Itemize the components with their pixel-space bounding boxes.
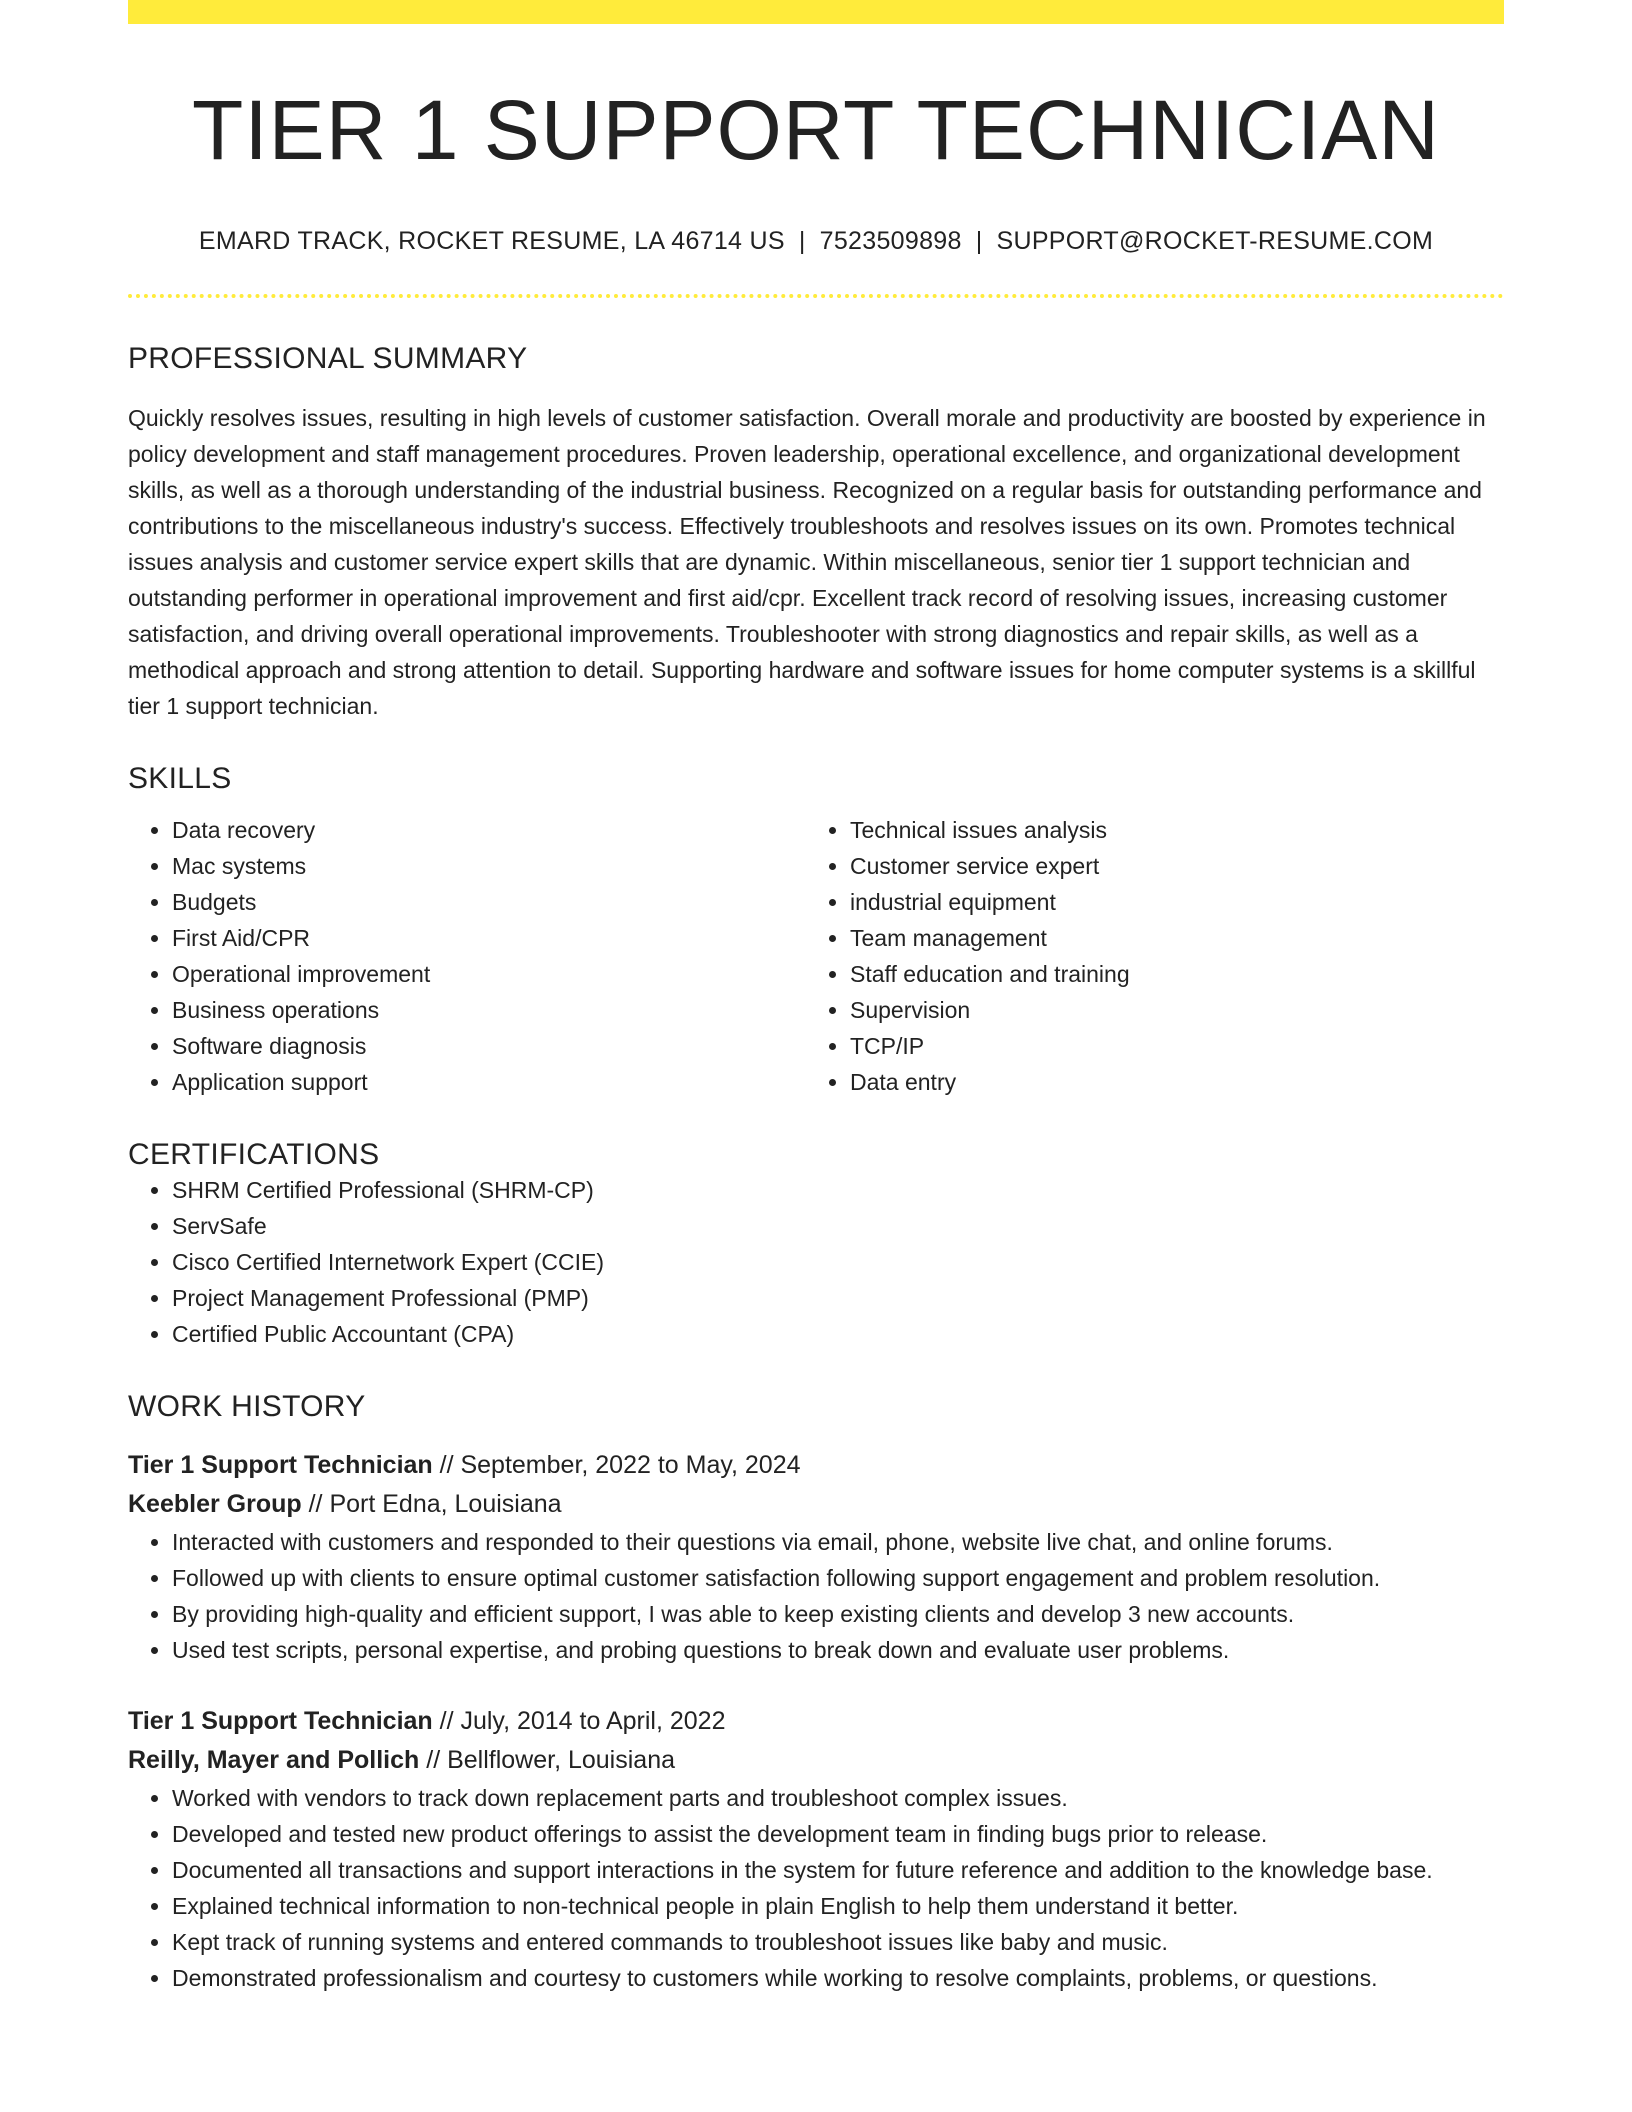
job-title: Tier 1 Support Technician xyxy=(128,1450,433,1479)
resume-page xyxy=(128,0,1504,1996)
contact-separator: | xyxy=(975,226,983,255)
contact-email[interactable]: SUPPORT@ROCKET-RESUME.COM xyxy=(996,226,1434,255)
job-bullets xyxy=(128,1524,1504,1668)
certifications-list xyxy=(128,1172,1504,1352)
job-bullet: • Followed up with clients to ensure optimal customer satisfaction following support engagement and problem resolution. xyxy=(172,1560,1504,1596)
job-entry xyxy=(128,1446,1504,1668)
skill-item: • Data entry xyxy=(850,1064,1484,1100)
job-title: Tier 1 Support Technician xyxy=(128,1706,433,1735)
summary-text: Quickly resolves issues, resulting in high levels of customer satisfaction. Overall morale and productivity are boosted by experience in policy development and staff management procedures. Proven leadership, operational excellence, and organizational development skills, as well as a thorough understanding of the industrial business. Recognized on a regular basis for outstanding performance and contributions to the miscellaneous industry's success. Effectively troubleshoots and resolves issues on its own. Promotes technical issues analysis and customer service expert skills that are dynamic. Within miscellaneous, senior tier 1 support technician and outstanding performer in operational improvement and first aid/cpr. Excellent track record of resolving issues, increasing customer satisfaction, and driving overall operational improvements. Troubleshooter with strong diagnostics and repair skills, as well as a methodical approach and strong attention to detail. Supporting hardware and software issues for home computer systems is a skillful tier 1 support technician. xyxy=(128,404,1486,719)
job-bullet: • Interacted with customers and responded to their questions via email, phone, website live chat, and online forums. xyxy=(172,1524,1504,1560)
job-bullet: • Kept track of running systems and entered commands to troubleshoot issues like baby and music. xyxy=(172,1924,1504,1960)
skills-column-left xyxy=(128,812,806,1100)
skill-item: • Staff education and training xyxy=(850,956,1484,992)
job-company-line xyxy=(128,1485,1504,1524)
skill-item: • Team management xyxy=(850,920,1484,956)
skill-item: • industrial equipment xyxy=(850,884,1484,920)
certification-item: • SHRM Certified Professional (SHRM-CP) xyxy=(172,1172,1504,1208)
skill-item: • Supervision xyxy=(850,992,1484,1028)
resume-title: TIER 1 SUPPORT TECHNICIAN xyxy=(192,83,1440,177)
skills-list-left xyxy=(128,812,806,1100)
job-location: // Port Edna, Louisiana xyxy=(308,1489,562,1518)
skill-item: • Customer service expert xyxy=(850,848,1484,884)
summary-heading: PROFESSIONAL SUMMARY xyxy=(128,341,528,375)
job-company: Keebler Group xyxy=(128,1489,302,1518)
contact-separator: | xyxy=(798,226,806,255)
skill-item: • Data recovery xyxy=(172,812,806,848)
skill-item: • Software diagnosis xyxy=(172,1028,806,1064)
skill-item: • TCP/IP xyxy=(850,1028,1484,1064)
skills-heading: SKILLS xyxy=(128,761,232,795)
top-accent-bar xyxy=(128,0,1504,24)
skill-item: • Business operations xyxy=(172,992,806,1028)
job-title-line xyxy=(128,1702,1504,1741)
job-bullet: • Used test scripts, personal expertise, and probing questions to break down and evaluate user problems. xyxy=(172,1632,1504,1668)
job-bullet: • By providing high-quality and efficient support, I was able to keep existing clients and develop 3 new accounts. xyxy=(172,1596,1504,1632)
certifications-heading: CERTIFICATIONS xyxy=(128,1137,380,1171)
header-divider xyxy=(128,294,1504,298)
skills-column-right xyxy=(806,812,1484,1100)
certification-item: • Cisco Certified Internetwork Expert (CCIE) xyxy=(172,1244,1504,1280)
skills-grid xyxy=(128,812,1504,1100)
job-bullet: • Documented all transactions and support interactions in the system for future reference and addition to the knowledge base. xyxy=(172,1852,1504,1888)
certification-item: • ServSafe xyxy=(172,1208,1504,1244)
skills-list-right xyxy=(806,812,1484,1100)
job-bullet: • Developed and tested new product offerings to assist the development team in finding bugs prior to release. xyxy=(172,1816,1504,1852)
job-bullets xyxy=(128,1780,1504,1996)
job-company: Reilly, Mayer and Pollich xyxy=(128,1745,420,1774)
job-location: // Bellflower, Louisiana xyxy=(426,1745,676,1774)
job-bullet: • Explained technical information to non-technical people in plain English to help them understand it better. xyxy=(172,1888,1504,1924)
job-entry xyxy=(128,1702,1504,1996)
certification-item: • Project Management Professional (PMP) xyxy=(172,1280,1504,1316)
job-title-line xyxy=(128,1446,1504,1485)
job-dates: // September, 2022 to May, 2024 xyxy=(439,1450,801,1479)
job-dates: // July, 2014 to April, 2022 xyxy=(439,1706,726,1735)
work-history-heading: WORK HISTORY xyxy=(128,1389,366,1423)
skill-item: • Technical issues analysis xyxy=(850,812,1484,848)
skill-item: • Operational improvement xyxy=(172,956,806,992)
skill-item: • Mac systems xyxy=(172,848,806,884)
contact-line xyxy=(128,227,1504,256)
skill-item: • Budgets xyxy=(172,884,806,920)
job-bullet: • Worked with vendors to track down replacement parts and troubleshoot complex issues. xyxy=(172,1780,1504,1816)
certification-item: • Certified Public Accountant (CPA) xyxy=(172,1316,1504,1352)
job-bullet: • Demonstrated professionalism and courtesy to customers while working to resolve complaints, problems, or questions. xyxy=(172,1960,1504,1996)
contact-phone: 7523509898 xyxy=(819,226,962,255)
skill-item: • Application support xyxy=(172,1064,806,1100)
contact-address: EMARD TRACK, ROCKET RESUME, LA 46714 US xyxy=(198,226,785,255)
job-company-line xyxy=(128,1741,1504,1780)
skill-item: • First Aid/CPR xyxy=(172,920,806,956)
